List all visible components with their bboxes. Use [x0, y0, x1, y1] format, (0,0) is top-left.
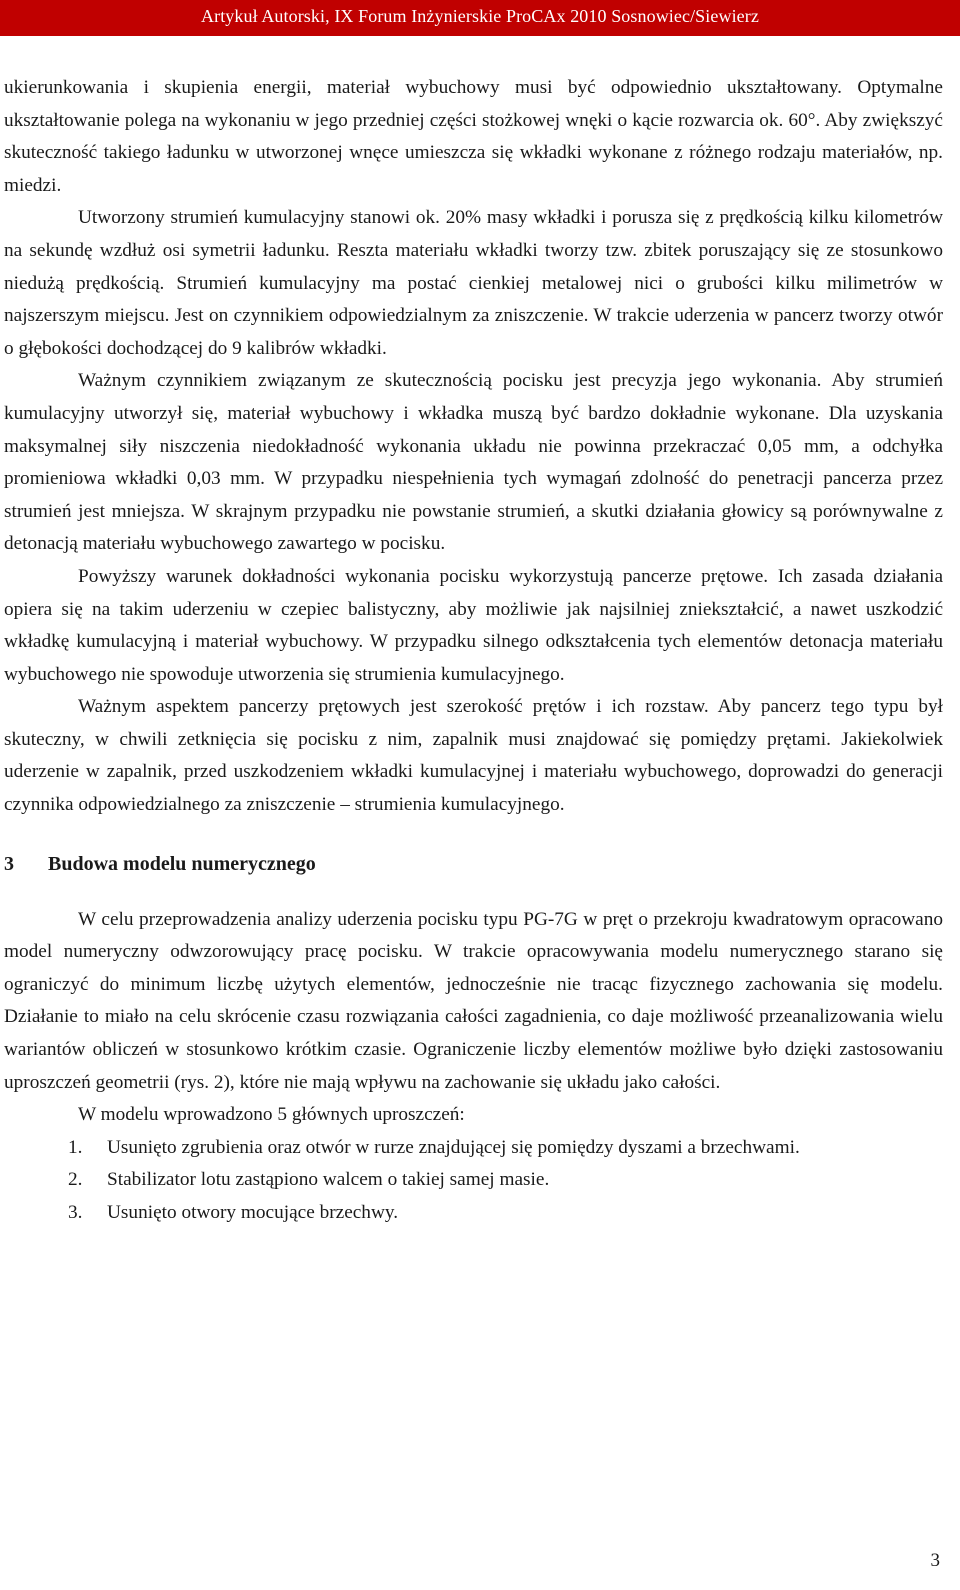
document-body	[4, 72, 943, 1230]
list-item-number: 1.	[68, 1136, 83, 1158]
section-title: Budowa modelu numerycznego	[48, 852, 316, 875]
section-paragraph-1: W celu przeprowadzenia analizy uderzenia pocisku typu PG-7G w pręt o przekroju kwadratowym opracowano model numeryczny odwzorowujący pracę pocisku. W trakcie opracowywania modelu numerycznego starano się ograniczyć do minimum liczbę użytych elementów, jednocześnie nie tracąc fizycznego zachowania się modelu. Działanie to miało na celu skrócenie czasu rozwiązania całości zagadnienia, co daje możliwość przeanalizowania wielu wariantów obliczeń w stosunkowo krótkim czasie. Ograniczenie liczby elementów możliwe było dzięki zastosowaniu uproszczeń geometrii (rys. 2), które nie mają wpływu na zachowanie się układu jako całości.	[4, 908, 943, 1093]
list-item	[4, 1132, 943, 1165]
list-item-number: 2.	[68, 1169, 83, 1191]
list-item	[4, 1164, 943, 1197]
paragraph-5: Ważnym aspektem pancerzy prętowych jest szerokość prętów i ich rozstaw. Aby pancerz tego typu był skuteczny, w chwili zetknięcia się pocisku z nim, zapalnik musi znajdować się pomiędzy prętami. Jakiekolwiek uderzenie w zapalnik, przed uszkodzeniem wkładki kumulacyjnej i materiału wybuchowego, doprowadzi do generacji czynnika odpowiedzialnego za zniszczenie – strumienia kumulacyjnego.	[4, 696, 943, 816]
paragraph-1: ukierunkowania i skupienia energii, materiał wybuchowy musi być odpowiednio ukształtowany. Optymalne ukształtowanie polega na wykonaniu w jego przedniej części stożkowej wnęki o kącie rozwarcia ok. 60°. Aby zwiększyć skuteczność takiego ładunku w utworzonej wnęce umieszcza się wkładki wykonane z różnego rodzaju materiałów, np. miedzi.	[4, 77, 943, 196]
list-item-number: 3.	[68, 1202, 83, 1223]
paragraph-3: Ważnym czynnikiem związanym ze skutecznością pocisku jest precyzja jego wykonania. Aby strumień kumulacyjny utworzył się, materiał wybuchowy i wkładka muszą być bardzo dokładnie wykonane. Dla uzyskania maksymalnej siły niszczenia niedokładność wykonania układu nie powinna przekraczać 0,05 mm, a odchyłka promieniowa wkładki 0,03 mm. W przypadku niespełnienia tych wymagań zdolność do penetracji pancerza przez strumień jest mniejsza. W skrajnym przypadku nie powstanie strumień, a skutki działania głowicy są porównywalne z detonacją materiału wybuchowego zawartego w pocisku.	[4, 370, 943, 555]
section-heading	[4, 848, 943, 880]
page-number: 3	[930, 1550, 940, 1571]
section-number: 3	[4, 852, 14, 875]
list-item-text: Stabilizator lotu zastąpiono walcem o takiej samej masie.	[107, 1169, 550, 1191]
list-item-text: Usunięto otwory mocujące brzechwy.	[107, 1202, 399, 1223]
page-header	[0, 0, 960, 36]
list-item	[4, 1197, 943, 1230]
paragraph-2: Utworzony strumień kumulacyjny stanowi ok. 20% masy wkładki i porusza się z prędkością kilku kilometrów na sekundę wzdłuż osi symetrii ładunku. Reszta materiału wkładki tworzy tzw. zbitek poruszający się ze stosunkowo niedużą prędkością. Strumień kumulacyjny ma postać cienkiej metalowej nici o grubości kilku milimetrów w najszerszym miejscu. Jest on czynnikiem odpowiedzialnym za zniszczenie. W trakcie uderzenia w pancerz tworzy otwór o głębokości dochodzącej do 9 kalibrów wkładki.	[4, 207, 943, 359]
section-paragraph-2: W modelu wprowadzono 5 głównych uproszczeń:	[78, 1104, 465, 1126]
simplifications-list	[4, 1132, 943, 1230]
header-title: Artykuł Autorski, IX Forum Inżynierskie ProCAx 2010 Sosnowiec/Siewierz	[201, 6, 759, 26]
list-item-text: Usunięto zgrubienia oraz otwór w rurze znajdującej się pomiędzy dyszami a brzechwami.	[107, 1136, 800, 1158]
paragraph-4: Powyższy warunek dokładności wykonania pocisku wykorzystują pancerze prętowe. Ich zasada działania opiera się na takim uderzeniu w czepiec balistyczny, aby możliwie jak najsilniej zniekształcić, a nawet uszkodzić wkładkę kumulacyjną i materiał wybuchowy. W przypadku silnego odkształcenia tych elementów detonacja materiału wybuchowego nie spowoduje utworzenia się strumienia kumulacyjnego.	[4, 565, 943, 685]
